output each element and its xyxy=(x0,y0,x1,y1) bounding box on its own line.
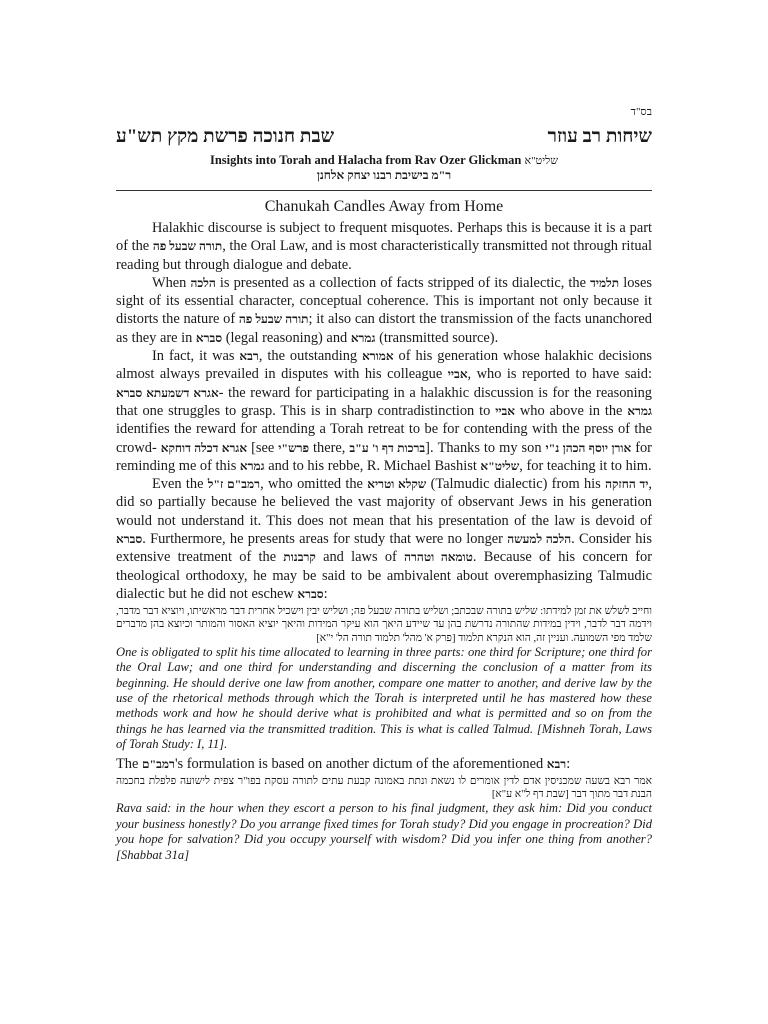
shabbat-title-he: שבת חנוכה פרשת מקץ תש"ע xyxy=(116,126,335,147)
hebrew-term: טומאה וטהרה xyxy=(404,550,473,565)
hebrew-term: שקלא וטריא xyxy=(367,477,427,492)
hebrew-term: תורה שבעל פה xyxy=(152,239,223,254)
hebrew-term: אמורא xyxy=(362,349,394,364)
english-subtitle xyxy=(0,153,768,168)
text-run: , who is reported to have said: xyxy=(467,366,652,383)
text-run: ]. Thanks to my son xyxy=(425,439,546,456)
hebrew-header xyxy=(116,126,652,150)
hebrew-term: אגרא דכלה דוחקא xyxy=(160,440,248,455)
text-run: , who omitted the xyxy=(260,476,368,493)
text-run: ; it also can distort the transmission of the facts unanchored as they are in xyxy=(116,311,652,346)
text-run: . Consider his extensive treatment of the xyxy=(116,531,652,566)
text-run: Halakhic discourse is subject to frequent misquotes. Perhaps this is because it is a part of the xyxy=(116,220,652,255)
hebrew-term: הלכה למעשה xyxy=(507,532,572,547)
hebrew-term: גמרא xyxy=(239,458,265,473)
hebrew-term: שליט"א xyxy=(480,458,520,473)
header-divider xyxy=(116,190,652,191)
hebrew-term: תורה שבעל פה xyxy=(238,312,309,327)
hebrew-term: רבא xyxy=(239,349,259,364)
text-run: and laws of xyxy=(315,549,405,566)
text-run: there, xyxy=(309,439,350,456)
text-run: of his generation whose halakhic decisions almost always prevailed in disputes with his colleague xyxy=(116,348,652,383)
text-run: The xyxy=(116,755,142,772)
text-run: (transmitted source). xyxy=(375,329,499,346)
text-run: who above in the xyxy=(514,402,628,419)
hebrew-term: הלכה xyxy=(190,275,216,290)
text-run: 's formulation is based on another dictum of the aforementioned xyxy=(174,755,547,772)
rambam-quote-hebrew: וחייב לשלש את זמן למידתו: שליש בתורה שבכתב; ושליש בתורה שבעל פה; ושליש יבין וישכיל אחרית דבר מראשיתו, ויוציא דבר מדבר, וידמה דבר לדבר, וידין במידות שהתורה נדרשת בהן עד שיידע היאך הוא עיקר המידות והיאך יוציא האסור והמותר וכיוצא בהן מדברים שלמד מפי השמועה. ועניין זה, הוא הנקרא תלמוד [פרק א' מהל' תלמוד תורה הל' י"א] xyxy=(116,606,652,644)
subtitle-text: Insights into Torah and Halacha from Rav Ozer Glickman xyxy=(209,153,522,167)
rosh-metivta-line: ר"מ בישיבת רבנו יצחק אלחנן xyxy=(316,168,452,182)
hebrew-term: סברא xyxy=(297,586,324,601)
hebrew-term: סברא xyxy=(195,330,223,345)
text-run: When xyxy=(152,274,191,291)
paragraph-4 xyxy=(116,475,652,603)
text-run: - the reward for participating in a halakhic discussion is for the reasoning that one struggles to grasp. This is in sharp contradistinction to xyxy=(116,384,653,419)
text-run: In fact, it was xyxy=(152,348,240,365)
hebrew-term: גמרא xyxy=(627,403,652,418)
text-run: [see xyxy=(247,439,279,456)
paragraph-3 xyxy=(116,347,652,475)
hebrew-term: פרש"י xyxy=(278,440,309,455)
hebrew-term: רבא xyxy=(546,756,567,771)
text-run: : xyxy=(323,585,328,602)
text-run: , for teaching it to him. xyxy=(519,457,652,474)
hebrew-term: רמב"ם xyxy=(141,756,175,771)
hebrew-term: קרבנות xyxy=(283,550,316,565)
paragraph-5 xyxy=(116,755,652,773)
hebrew-term: ברכות דף ו' ע"ב xyxy=(349,440,426,455)
hebrew-term: תלמיד xyxy=(590,275,620,290)
gemara-quote-hebrew: אמר רבא בשעה שמכניסין אדם לדין אומרים לו נשאת ונתת באמונה קבעת עתים לתורה עסקת בפו"ר צפית לישועה פלפלת בחכמה הבנת דבר מתוך דבר [שבת דף ל"א ע"א] xyxy=(116,775,652,801)
text-run: and to his rebbe, R. Michael Bashist xyxy=(264,457,481,474)
series-title-he: שיחות רב עוזר xyxy=(547,126,652,147)
article-body xyxy=(116,219,652,863)
hebrew-term: יד החזקה xyxy=(605,477,649,492)
bsd-mark: בס"ד xyxy=(630,106,652,118)
gemara-quote-translation: Rava said: in the hour when they escort a person to his final judgment, they ask him: Did you conduct your business honestly? Do you arrange fixed times for Torah study? Did you engage in procreation? Did you hope for salvation? Did you occupy yourself with wisdom? Did you infer one thing from another? [Shabbat 31a] xyxy=(116,801,652,862)
text-run: . Furthermore, he presents areas for study that were no longer xyxy=(142,531,508,548)
article-title: Chanukah Candles Away from Home xyxy=(264,198,504,215)
text-run: , the outstanding xyxy=(258,348,363,365)
text-run: : xyxy=(566,755,571,772)
hebrew-term: אורן יוסף הכהן נ"י xyxy=(545,440,632,455)
text-run: , the Oral Law, and is most characteristically transmitted not through ritual reading but through dialogue and debate. xyxy=(116,238,652,273)
rambam-quote-translation: One is obligated to split his time allocated to learning in three parts: one third for Scripture; one third for the Oral Law; and one third for understanding and discerning the conclusion of a matter from its beginning. He should derive one law from another, compare one matter to another, and derive law by the use of the rhetorical methods through which the Torah is interpreted until he has mastered how these methods work and how he should derive what is prohibited and what is permitted and so on from the things he has learned via the transmitted tradition. This is what is called Talmud. [Mishneh Torah, Laws of Torah Study: I, 11]. xyxy=(116,644,652,752)
text-run: (legal reasoning) and xyxy=(222,329,351,346)
text-run: loses sight of its essential character, conceptual coherence. This is important not only because it distorts the nature of xyxy=(116,274,652,328)
hebrew-term: רמב"ם ז"ל xyxy=(207,477,261,492)
text-run: identifies the reward for attending a Torah retreat to be for contending with the press of the crowd- xyxy=(116,421,652,456)
text-run: is presented as a collection of facts stripped of its dialectic, the xyxy=(215,274,591,291)
text-run: (Talmudic dialectic) from his xyxy=(426,476,606,493)
hebrew-term: סברא xyxy=(116,532,143,547)
text-run: , did so partially because he believed the vast majority of observant Jews in his generation would not understand it. This does not mean that his presentation of the law is devoid of xyxy=(116,476,652,529)
paragraph-2 xyxy=(116,274,652,347)
shlita-abbrev: שליט"א xyxy=(524,155,559,167)
text-run: Even the xyxy=(152,476,208,493)
hebrew-term: אביי xyxy=(495,403,515,418)
paragraph-1 xyxy=(116,219,652,274)
hebrew-term: אגרא דשמעתא סברא xyxy=(116,385,219,400)
text-run: . Because of his concern for theological orthodoxy, he may be said to be ambivalent about overemphasizing Talmudic dialectic but he did not eschew xyxy=(116,549,652,602)
hebrew-term: גמרא xyxy=(350,330,376,345)
text-run: for reminding me of this xyxy=(116,439,652,474)
hebrew-term: אביי xyxy=(447,367,468,382)
